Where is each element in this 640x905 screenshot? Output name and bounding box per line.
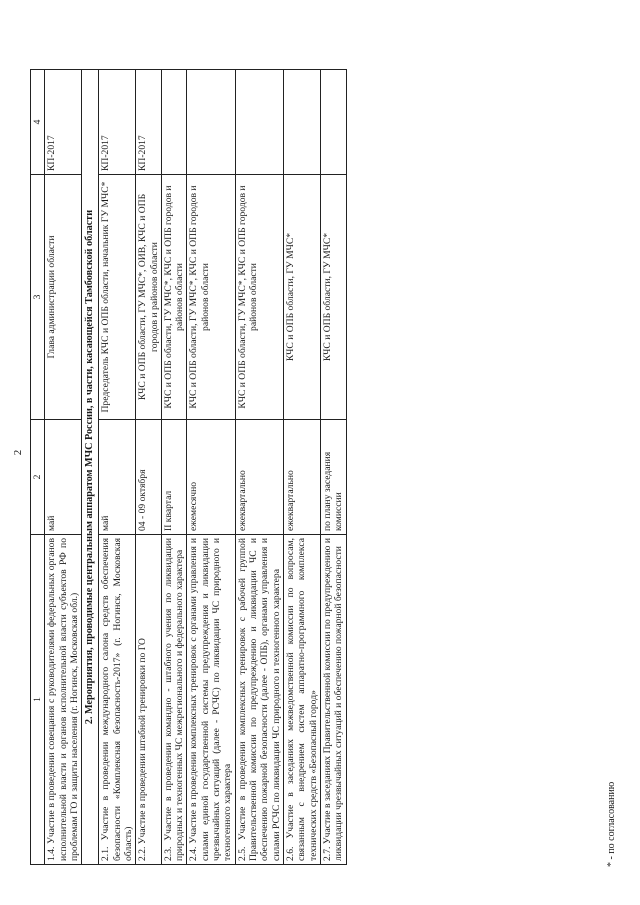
basis-cell: КП-2017 [99,70,136,175]
term-cell: ежемесячно [187,420,235,535]
event-cell: 1.4. Участие в проведении совещания с руководителями федеральных органов исполнительной власти и органов исполнительной власти субъектов РФ по проблемам ГО и защиты населения (г. Ногинск, Московская обл.) [45,535,82,865]
column-number: 2 [31,420,45,535]
executor-cell: Глава администрации области [45,175,82,420]
page-number: 2 [12,449,24,456]
section-title: 2. Мероприятия, проводимые центральным аппаратом МЧС России, в части, касающейся Тамбовской области [82,70,99,865]
column-number-row [31,70,45,865]
term-cell: II квартал [161,420,187,535]
column-number: 4 [31,70,45,175]
basis-cell [283,70,320,175]
basis-cell [320,70,346,175]
event-cell: 2.1. Участие в проведении международного салона средств обеспечения безопасности «Комплексная безопасность-2017» (г. Ногинск, Московская область) [99,535,136,865]
term-cell: по плану заседания комиссии [320,420,346,535]
executor-cell: КЧС и ОПБ области, ГУ МЧС*, ОИВ, КЧС и ОПБ городов и районов области [136,175,162,420]
table-row [187,70,235,865]
event-cell: 2.2. Участие в проведении штабной тренировки по ГО [136,535,162,865]
footnote: * - по согласованию [606,781,617,867]
executor-cell: КЧС и ОПБ области, ГУ МЧС*, КЧС и ОПБ городов и районов области [187,175,235,420]
table-row [136,70,162,865]
term-cell: 04 - 09 октября [136,420,162,535]
table-row [320,70,346,865]
basis-cell: КП-2017 [136,70,162,175]
event-cell: 2.5. Участие в проведении комплексных тренировок с рабочей группой Правительственной комиссии по предупреждению и ликвидации ЧС и обеспечению пожарной безопасности (далее - ОПБ), органами управления и силами РСЧС по ликвидации ЧС природного и техногенного характера [235,535,283,865]
table-row [283,70,320,865]
executor-cell: КЧС и ОПБ области, ГУ МЧС*, КЧС и ОПБ городов и районов области [235,175,283,420]
term-cell: ежеквартально [235,420,283,535]
table-row [161,70,187,865]
executor-cell: КЧС и ОПБ области, ГУ МЧС*, КЧС и ОПБ городов и районов области [161,175,187,420]
executor-cell: КЧС и ОПБ области, ГУ МЧС* [283,175,320,420]
term-cell: ежеквартально [283,420,320,535]
events-table [30,69,347,865]
table-row [99,70,136,865]
event-cell: 2.3. Участие в проведении командно - штабного учения по ликвидации природных и техногенных ЧС межрегионального и федерального характера [161,535,187,865]
basis-cell [161,70,187,175]
basis-cell [235,70,283,175]
term-cell: май [99,420,136,535]
column-number: 3 [31,175,45,420]
table-row [45,70,82,865]
executor-cell: Председатель КЧС и ОПБ области, начальник ГУ МЧС* [99,175,136,420]
basis-cell [187,70,235,175]
event-cell: 2.4. Участие в проведении комплексных тренировок с органами управления и силами единой государственной системы предупреждения и ликвидации чрезвычайных ситуаций (далее - РСЧС) по ликвидации ЧС природного и техногенного характера [187,535,235,865]
term-cell: май [45,420,82,535]
section-row [82,70,99,865]
executor-cell: КЧС и ОПБ области, ГУ МЧС* [320,175,346,420]
event-cell: 2.6. Участие в заседаниях межведомственной комиссии по вопросам, связанным с внедрением систем аппаратно-программного комплекса технических средств «Безопасный город» [283,535,320,865]
event-cell: 2.7. Участие в заседаниях Правительственной комиссии по предупреждению и ликвидации чрезвычайных ситуаций и обеспечению пожарной безопасности [320,535,346,865]
column-number: 1 [31,535,45,865]
basis-cell: КП-2017 [45,70,82,175]
table-row [235,70,283,865]
